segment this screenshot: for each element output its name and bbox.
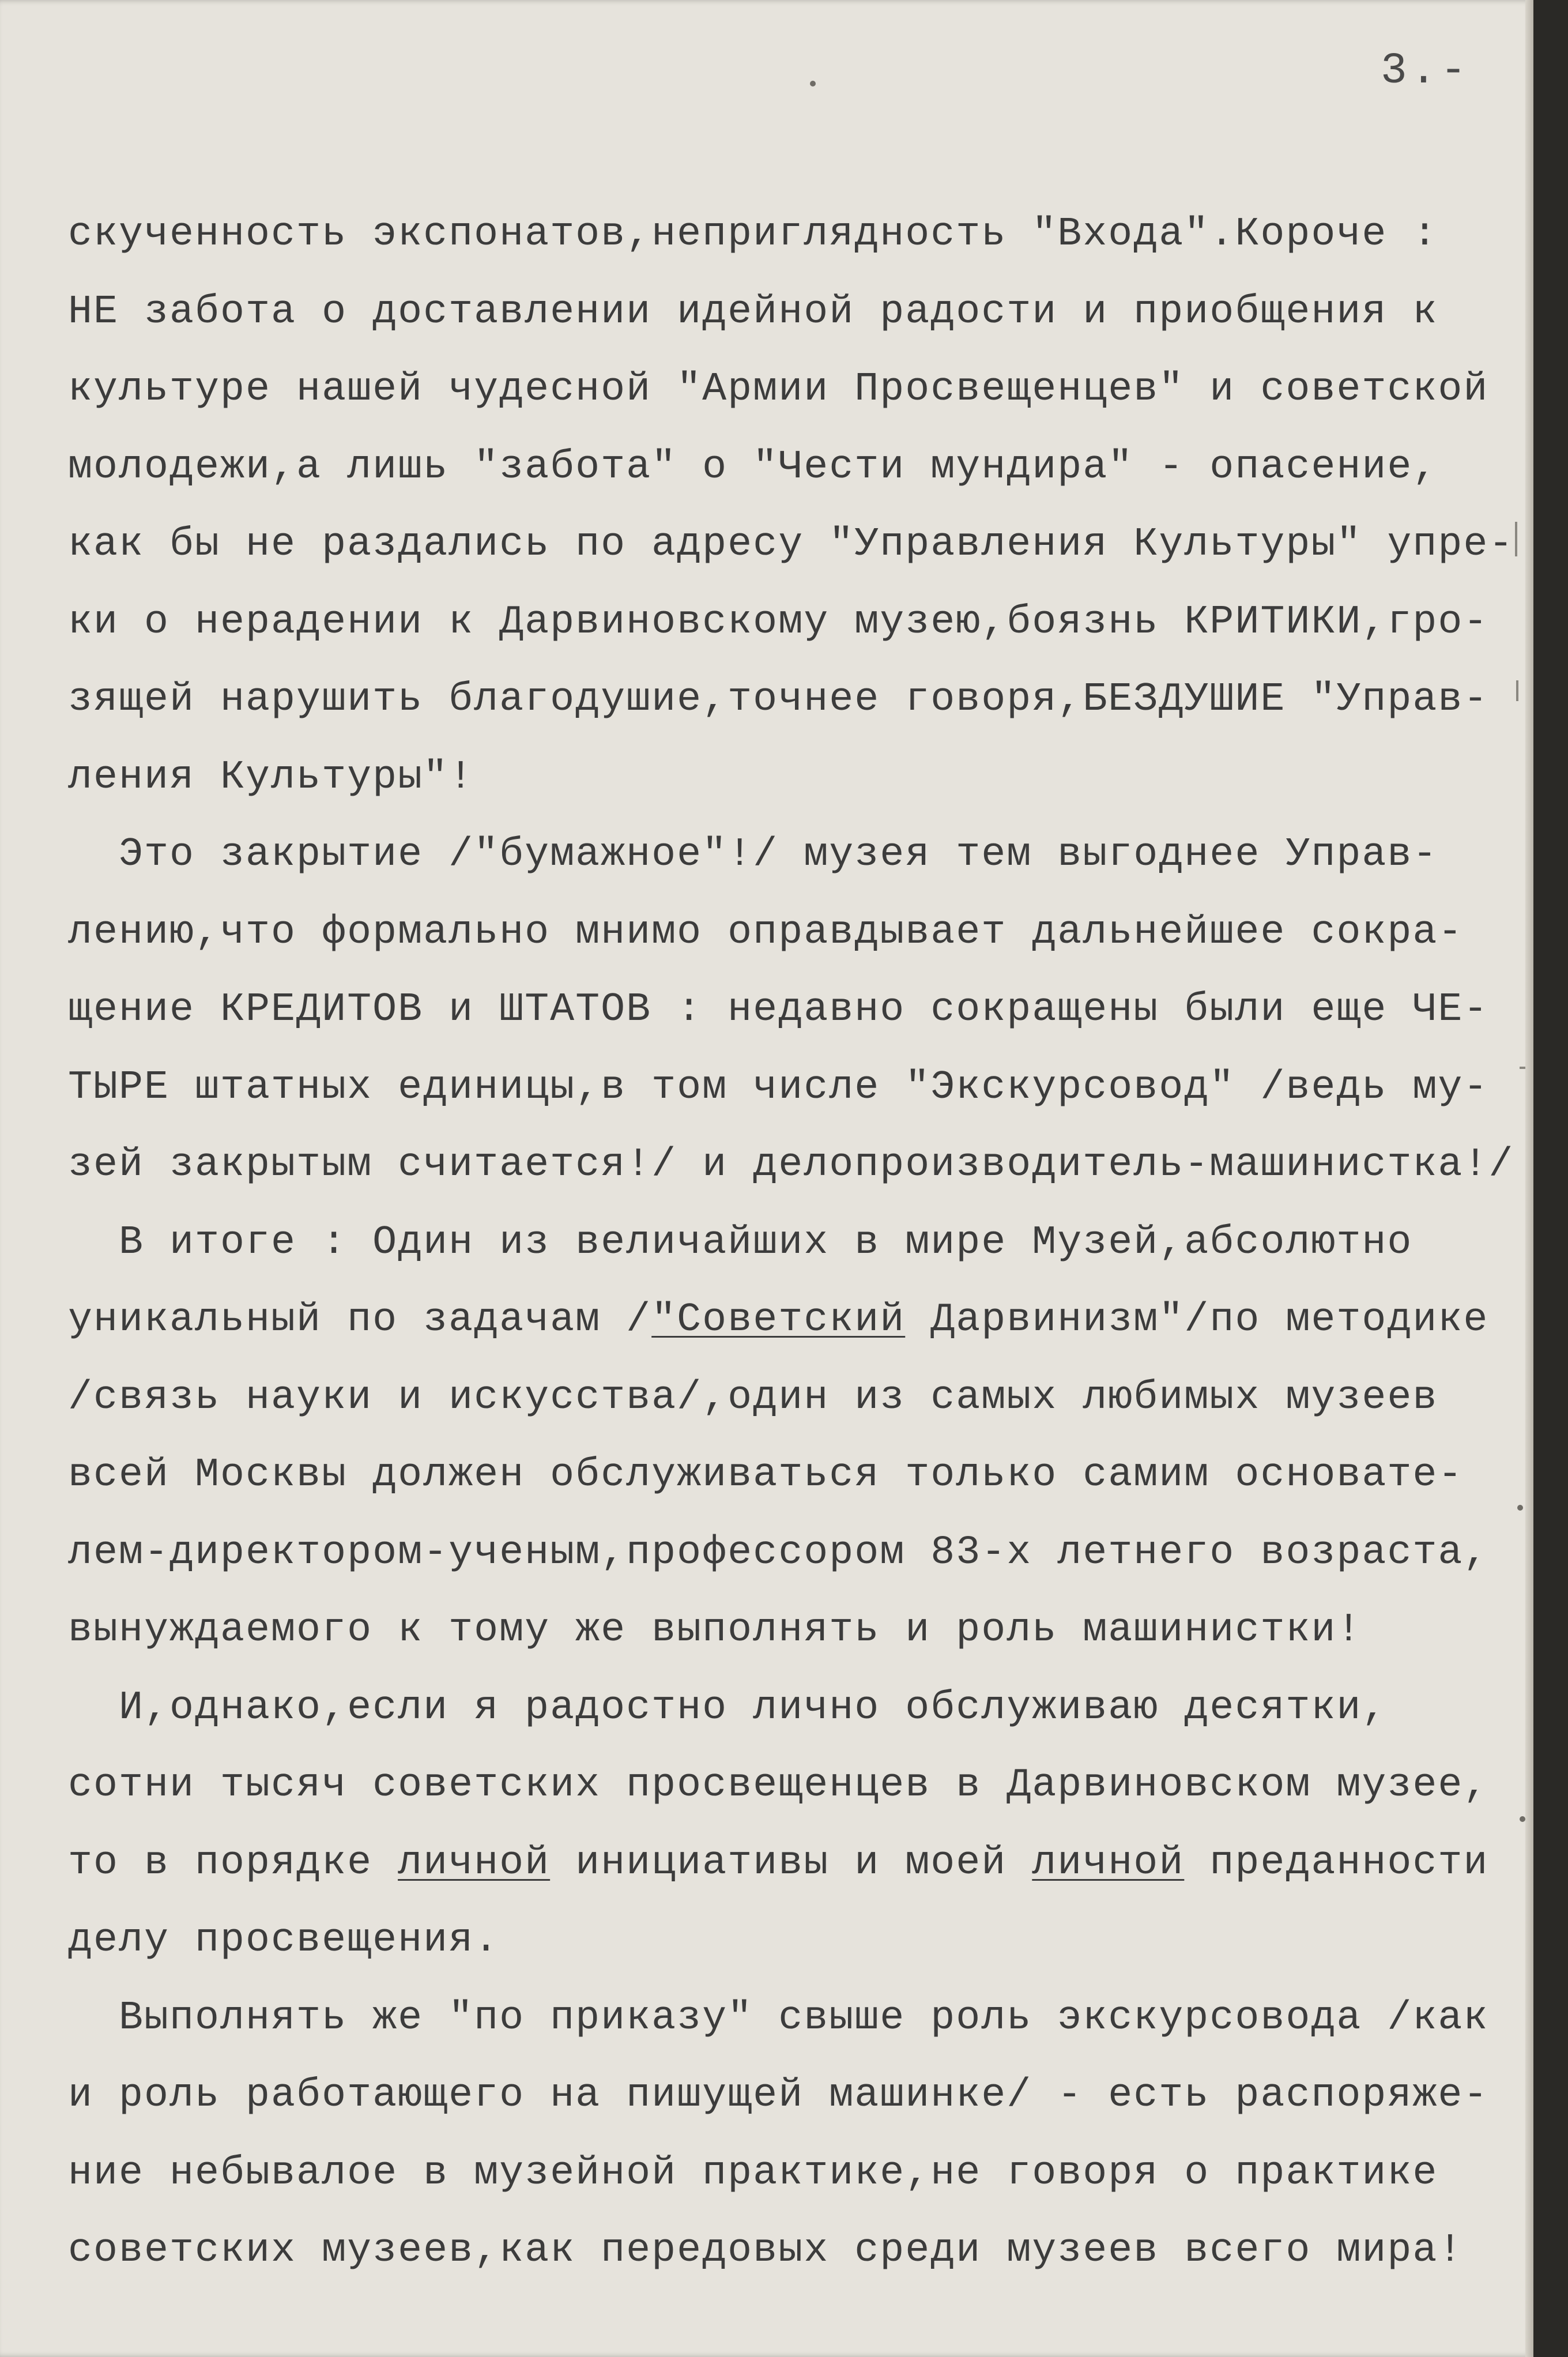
- text-line: советских музеев,как передовых среди музеев всего мира!: [68, 2228, 1464, 2273]
- margin-speck: [810, 81, 816, 86]
- text-line: ления Культуры"!: [68, 754, 474, 800]
- text-line: зящей нарушить благодушие,точнее говоря,БЕЗДУШИЕ "Управ-: [68, 677, 1489, 722]
- text-line: делу просвещения.: [68, 1918, 500, 1963]
- typed-text-body: [68, 196, 1521, 2290]
- text-line: В итоге : Один из величайших в мире Музей,абсолютно: [68, 1219, 1413, 1266]
- text-line: зей закрытым считается!/ и делопроизводитель-машинистка!/: [68, 1142, 1514, 1188]
- margin-mark: [1515, 522, 1517, 556]
- text-line: всей Москвы должен обслуживаться только самим основате-: [68, 1452, 1464, 1498]
- text-line: /связь науки и искусства/,один из самых любимых музеев: [68, 1375, 1438, 1421]
- text-line: ние небывалое в музейной практике,не говоря о практике: [68, 2150, 1438, 2196]
- text-line: сотни тысяч советских просвещенцев в Дарвиновском музее,: [68, 1763, 1489, 1808]
- text-segment: Дарвинизм"/по методике: [905, 1297, 1489, 1343]
- underlined-text: личной: [398, 1840, 551, 1886]
- text-line: И,однако,если я радостно лично обслуживаю десятки,: [68, 1685, 1388, 1731]
- text-line: Выполнять же "по приказу" свыше роль экскурсовода /как: [68, 1995, 1489, 2041]
- text-segment: преданности: [1184, 1840, 1489, 1886]
- margin-mark: [1516, 680, 1518, 701]
- text-segment: инициативы и моей: [550, 1840, 1032, 1886]
- text-line: НЕ забота о доставлении идейной радости и приобщения к: [68, 289, 1438, 335]
- underlined-text: личной: [1032, 1840, 1185, 1886]
- margin-speck: [1517, 1505, 1523, 1511]
- text-segment: то в порядке: [68, 1840, 398, 1886]
- text-line: вынуждаемого к тому же выполнять и роль машинистки!: [68, 1607, 1362, 1653]
- text-line: как бы не раздались по адресу "Управления Культуры" упре-: [68, 522, 1514, 567]
- text-line: ТЫРЕ штатных единицы,в том числе "Экскурсовод" /ведь му-: [68, 1064, 1489, 1110]
- text-line: и роль работающего на пишущей машинке/ - есть распоряже-: [68, 2073, 1489, 2118]
- text-line: щение КРЕДИТОВ и ШТАТОВ : недавно сокращены были еще ЧЕ-: [68, 987, 1489, 1033]
- text-line: культуре нашей чудесной "Армии Просвещенцев" и советской: [68, 367, 1489, 412]
- text-line: лению,что формально мнимо оправдывает дальнейшее сокра-: [68, 909, 1464, 955]
- text-line: ки о нерадении к Дарвиновскому музею,боязнь КРИТИКИ,гро-: [68, 599, 1489, 645]
- text-line: [68, 1825, 1521, 1903]
- text-line: лем-директором-ученым,профессором 83-х летнего возраста,: [68, 1530, 1489, 1576]
- text-line: Это закрытие /"бумажное"!/ музея тем выгоднее Управ-: [68, 832, 1438, 878]
- margin-speck: [1520, 1816, 1525, 1822]
- text-line: [68, 1282, 1521, 1360]
- underlined-text: "Советский: [651, 1297, 906, 1343]
- margin-mark: [1520, 1067, 1532, 1069]
- text-line: молодежи,а лишь "забота" о "Чести мундира" - опасение,: [68, 444, 1438, 490]
- page-number: 3.-: [1381, 46, 1470, 96]
- text-segment: уникальный по задачам /: [68, 1297, 652, 1343]
- text-line: скученность экспонатов,неприглядность "Входа".Короче :: [68, 212, 1438, 257]
